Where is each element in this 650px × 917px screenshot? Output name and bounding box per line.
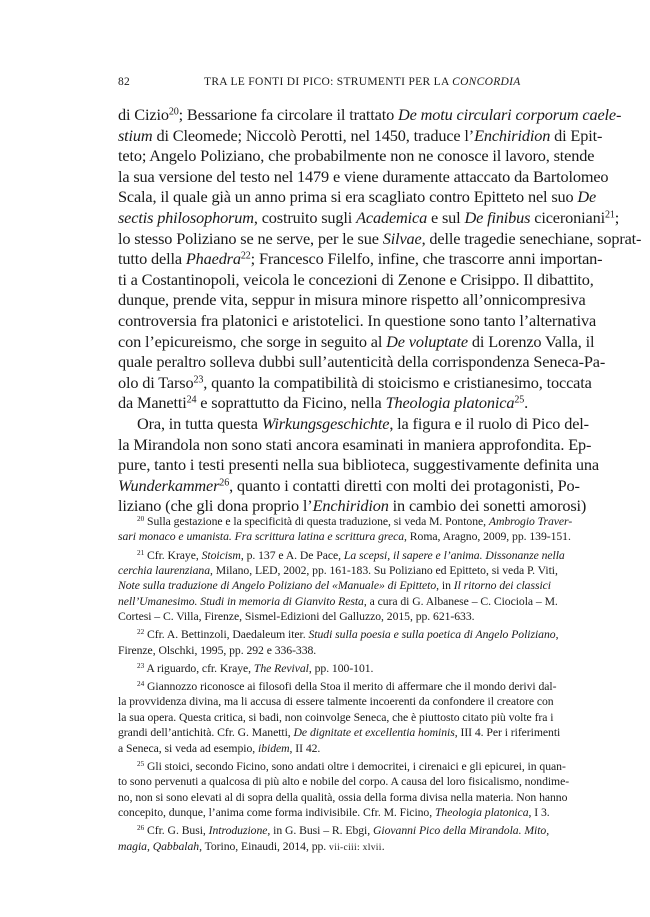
text-run: di Cleomede; Niccolò Perotti, nel 1450, traduce l’: [152, 125, 475, 145]
text-run: la sua opera. Questa critica, si badi, non coinvolge Seneca, che è piuttosto citato più volte fra i: [118, 710, 554, 724]
italic-text: Silvae: [382, 228, 422, 248]
footnote-20: [118, 514, 573, 545]
text-run: Cortesi – C. Villa, Firenze, Sismel-Edizioni del Galluzzo, 2015, pp. 621-633.: [118, 610, 475, 624]
note-reference: 21: [604, 209, 615, 221]
body-line: [118, 105, 622, 126]
footnote-line: [118, 548, 565, 563]
italic-text: Ambrogio Traver-: [488, 515, 573, 528]
text-run: , in: [436, 579, 454, 593]
footnote-line: [118, 679, 557, 694]
text-run: di Epit-: [550, 125, 603, 145]
text-run: to sono pervenuti a qualcosa di più alto e nobile del corpo. A causa del loro fisicalismo, nondime-: [118, 775, 570, 789]
text-run: ti a Costantinopoli, veicola le concezioni di Zenone e Crisippo. Il dibattito,: [118, 269, 594, 289]
text-run: ; Bessarione fa circolare il trattato: [178, 105, 399, 124]
italic-text: La scepsi, il sapere e l’anima. Dissonanze nella: [343, 548, 565, 562]
text-run: , a cura di G. Albanese – C. Ciociola – M.: [363, 594, 558, 608]
text-run: quale peraltro solleva dubbi sull’autenticità della corrispondenza Seneca-Pa-: [118, 352, 606, 372]
footnote-25: [118, 759, 570, 821]
footnote-line: [118, 563, 558, 578]
running-head-emph: CONCORDIA: [452, 76, 521, 88]
italic-text: Wirkungsgeschichte: [261, 413, 390, 433]
text-run: tutto della: [118, 249, 186, 269]
body-line: [118, 290, 586, 311]
note-reference: 21: [137, 548, 145, 557]
text-run: , in G. Busi – R. Ebgi,: [267, 824, 373, 838]
footnote-24: [118, 679, 561, 756]
text-run: teto; Angelo Poliziano, che probabilmente non ne conosce il lavoro, stende: [118, 146, 595, 166]
body-line: [118, 310, 597, 332]
body-line: [118, 269, 594, 291]
text-run: ciceroniani: [530, 207, 605, 227]
text-run: e sul: [427, 207, 465, 227]
text-run: , Milano, LED, 2002, pp. 161-183. Su Poliziano ed Epitteto, si veda P. Viti,: [210, 563, 558, 577]
text-run: Giannozzo riconosce ai filosofi della Stoa il merito di affermare che il mondo derivi dal-: [144, 679, 557, 693]
body-line: [118, 372, 592, 394]
italic-text: Academica: [356, 207, 428, 227]
footnote-line: [118, 627, 559, 642]
italic-text: stium: [118, 125, 153, 145]
body-line: [118, 207, 620, 229]
text-run: , quanto la compatibilità di stoicismo e cristianesimo, toccata: [203, 372, 592, 392]
text-run: , III 4. Per i riferimenti: [454, 726, 561, 740]
footnote-line: [118, 710, 554, 725]
footnote-line: [118, 661, 532, 676]
italic-text: Giovanni Pico della Mirandola. Mito,: [373, 824, 550, 838]
footnote-line: [118, 694, 554, 709]
body-line: [118, 352, 606, 373]
italic-text: Stoicism: [201, 548, 241, 562]
note-reference: 23: [193, 374, 204, 386]
text-run: grandi dell’antichità. Cfr. G. Manetti,: [118, 726, 294, 740]
text-run: olo di Tarso: [118, 372, 194, 392]
note-reference: 26: [137, 824, 145, 833]
note-reference: 23: [137, 661, 145, 670]
italic-text: De voluptate: [386, 331, 468, 351]
text-run: in cambio dei sonetti amorosi): [388, 496, 587, 516]
text-run: , pp. 100-101.: [308, 661, 374, 675]
text-run: , delle tragedie senechiane, soprat-: [421, 228, 642, 248]
text-run: , II 42.: [289, 741, 321, 755]
text-run: lo stesso Poliziano se ne serve, per le sue: [118, 228, 383, 248]
running-header: [118, 76, 532, 96]
footnote-line: [118, 790, 568, 805]
body-line: [118, 434, 592, 456]
text-run: , p. 137 e A. De Pace,: [240, 548, 344, 562]
italic-text: sectis philosophorum: [118, 207, 254, 227]
body-line: [118, 187, 597, 208]
body-line: [118, 166, 609, 188]
note-reference: 24: [137, 679, 145, 688]
text-run: Cfr. A. Bettinzoli, Daedaleum iter.: [144, 628, 309, 642]
text-run: ; Francesco Filelfo, infine, che trascorre anni importan-: [250, 249, 603, 269]
text-run: concepito, dunque, l’anima come forma indivisibile. Cfr. M. Ficino,: [118, 806, 435, 820]
footnote-line: [118, 609, 532, 624]
text-run: .: [524, 393, 529, 413]
text-run: Scala, il quale già un anno prima si era scagliato contro Epitteto nel suo: [118, 187, 578, 207]
footnote-line: [118, 514, 573, 529]
body-line: [118, 331, 595, 353]
note-reference: 24: [186, 394, 197, 406]
text-run: ;: [614, 207, 620, 227]
italic-text: Enchiridion: [312, 496, 389, 516]
text-run: Sulla gestazione e la specificità di questa traduzione, si veda M. Pontone,: [144, 515, 489, 528]
footnote-line: [118, 805, 550, 820]
note-reference: 26: [219, 477, 230, 489]
italic-text: sari monaco e umanista. Fra scrittura latina e scrittura greca: [118, 530, 405, 544]
text-run: controversia fra platonici e aristotelici. In questione sono tanto l’alternativa: [118, 310, 597, 330]
footnote-line: [118, 725, 561, 740]
text-run: Ora, in tutta questa: [137, 413, 262, 433]
body-line: [118, 146, 595, 167]
italic-text: Studi sulla poesia e sulla poetica di Angelo Poliziano: [308, 628, 556, 642]
footnotes: [118, 514, 573, 858]
text-run: la Mirandola non sono stati ancora esaminati in maniera approfondita. Ep-: [118, 434, 592, 454]
italic-text: Phaedra: [185, 249, 241, 269]
body-line: [118, 475, 580, 497]
text-run: di Lorenzo Valla, il: [468, 331, 595, 351]
text-run: ,: [555, 628, 559, 642]
text-run: con l’epicureismo, che sorge in seguito al: [118, 331, 387, 351]
body-line: [118, 228, 642, 250]
text-run: , la figura e il ruolo di Pico del-: [389, 413, 589, 433]
text-run: A riguardo, cfr. Kraye,: [144, 661, 254, 675]
italic-text: Theologia platonica: [385, 393, 515, 413]
text-run: no, non si sono elevati al di sopra della qualità, ossia della forma divisa nella materia. Non hanno: [118, 790, 568, 804]
footnote-line: [118, 823, 550, 838]
text-run: dunque, prende vita, seppur in misura minore rispetto all’onnicompresiva: [118, 290, 586, 310]
footnote-22: [118, 627, 559, 658]
note-reference: 22: [240, 250, 251, 262]
body-line: [118, 393, 532, 414]
footnote-line: [118, 643, 532, 658]
text-run: la sua versione del testo nel 1479 e viene duramente attaccato da Bartolomeo: [118, 166, 609, 186]
text-run: .: [381, 839, 385, 853]
text-run: da Manetti: [118, 393, 187, 413]
italic-text: Wunderkammer: [118, 475, 220, 495]
text-run: , costruito sugli: [253, 207, 357, 227]
body-line: [118, 249, 603, 270]
italic-text: cerchia laurenziana: [118, 563, 210, 577]
text-run: Gli stoici, secondo Ficino, sono andati oltre i democritei, i cirenaici e gli epicurei, in quan-: [144, 759, 566, 773]
footnote-line: [118, 774, 570, 789]
italic-text: Note sulla traduzione di Angelo Poliziano del «Manuale» di Epitteto: [118, 579, 437, 593]
note-reference: 20: [168, 106, 179, 118]
footnote-line: [118, 839, 532, 855]
text-run: liziano (che gli dona proprio l’: [118, 496, 313, 516]
text-run: Firenze, Olschki, 1995, pp. 292 e 336-338.: [118, 643, 317, 657]
text-run: , Roma, Aragno, 2009, pp. 139-151.: [404, 530, 571, 544]
footnote-21: [118, 548, 565, 625]
body-line: [118, 125, 603, 147]
note-reference: 20: [137, 515, 145, 524]
italic-text: De: [577, 187, 597, 207]
footnote-26: [118, 823, 550, 855]
italic-text: Il ritorno dei classici: [453, 579, 551, 593]
footnote-23: [118, 661, 532, 676]
italic-text: Introduzione: [208, 824, 268, 838]
small-caps-text: vii-ciii: xlvii: [329, 841, 382, 853]
main-text: [118, 105, 642, 517]
italic-text: De finibus: [464, 207, 531, 227]
text-run: , I 3.: [528, 806, 550, 820]
footnote-line: [118, 594, 558, 609]
italic-text: magia, Qabbalah: [118, 839, 200, 853]
note-reference: 22: [137, 628, 145, 637]
note-reference: 25: [137, 759, 145, 768]
body-line: [118, 413, 589, 435]
footnote-line: [118, 759, 566, 774]
text-run: la provvidenza divina, ma li accusa di essere talmente incoerenti da confondere il creatore con: [118, 695, 554, 709]
italic-text: Enchiridion: [474, 125, 551, 145]
footnote-line: [118, 578, 551, 593]
italic-text: Theologia platonica: [434, 806, 529, 820]
italic-text: De dignitate et excellentia hominis: [293, 726, 455, 740]
italic-text: De motu circulari corporum caele-: [398, 105, 622, 124]
text-run: , Torino, Einaudi, 2014, pp.: [199, 839, 330, 853]
running-head: [204, 76, 521, 88]
note-reference: 25: [514, 394, 525, 406]
italic-text: nell’Umanesimo. Studi in memoria di Gianvito Resta: [118, 594, 364, 608]
page-number: 82: [118, 76, 131, 88]
running-head-prefix: TRA LE FONTI DI PICO: STRUMENTI PER LA: [204, 76, 453, 88]
body-line: [118, 455, 599, 476]
italic-text: ibidem: [258, 741, 290, 755]
text-run: pure, tanto i testi presenti nella sua biblioteca, suggestivamente definita una: [118, 455, 599, 475]
italic-text: The Revival: [253, 661, 309, 675]
footnote-line: [118, 529, 571, 544]
text-run: Cfr. G. Busi,: [144, 824, 209, 838]
text-run: , quanto i contatti diretti con molti dei protagonisti, Po-: [229, 475, 580, 495]
text-run: Cfr. Kraye,: [144, 548, 202, 562]
text-run: di Cizio: [118, 105, 169, 124]
text-run: e soprattutto da Ficino, nella: [196, 393, 386, 413]
text-run: a Seneca, si veda ad esempio,: [118, 741, 258, 755]
footnote-line: [118, 741, 532, 756]
